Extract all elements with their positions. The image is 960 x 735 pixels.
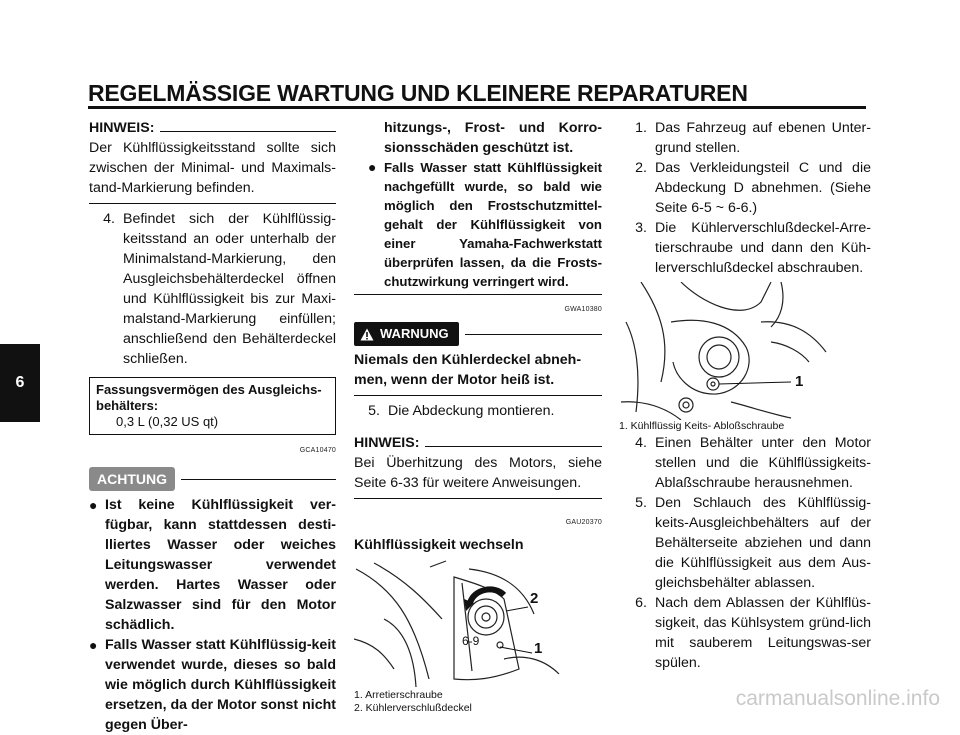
- warning-label: WARNUNG: [380, 326, 449, 341]
- hinweis-rule: [425, 446, 602, 447]
- hinweis-rule: [160, 131, 336, 132]
- hinweis-end-rule: [354, 498, 602, 499]
- achtung-code: GCA10470: [299, 447, 336, 454]
- step-4: [89, 209, 336, 369]
- achtung-bullet-3: [354, 158, 602, 291]
- step-number: 4.: [635, 435, 647, 451]
- warning-rule: [465, 334, 602, 335]
- step-number: 6.: [635, 595, 647, 611]
- figure-caption-1: 1. Kühlflüssig Keits- Abloßschraube: [619, 420, 785, 432]
- radiator-cap-illustration: [354, 559, 564, 689]
- section-title: Kühlflüssigkeit wechseln: [354, 537, 524, 553]
- figure-caption-2: 2. Kühlerverschlußdeckel: [354, 702, 472, 714]
- warning-code: GWA10380: [564, 306, 602, 313]
- step-text: Die Kühlerverschlußdeckel-Arre-tierschraube und dann den Küh-lerverschlußdeckel abschrauben.: [655, 220, 871, 276]
- header-rule: [88, 106, 866, 109]
- achtung-heading: [89, 467, 336, 491]
- hinweis-heading: [89, 118, 336, 138]
- hinweis-label: HINWEIS:: [354, 435, 420, 451]
- hinweis-label: HINWEIS:: [89, 120, 155, 136]
- capacity-value: 0,3 L (0,32 US qt): [116, 414, 219, 429]
- chapter-tab-label: 6: [15, 374, 25, 391]
- warning-heading: [354, 322, 602, 346]
- bullet-continuation: hitzungs-, Frost- und Korro-sionsschäden geschützt ist.: [384, 120, 602, 156]
- achtung-end-rule: [354, 294, 602, 295]
- figure-label-1: 1: [534, 640, 543, 657]
- step-3: [621, 218, 871, 278]
- bullet-icon: ●: [89, 637, 98, 653]
- section-code: GAU20370: [565, 519, 602, 526]
- column-1: [89, 118, 336, 735]
- achtung-bullet-1: [89, 495, 336, 635]
- bullet-icon: ●: [89, 497, 98, 513]
- step-text: Den Schlauch des Kühlflüssig-keits-Ausgleichbehälters auf der Behälterseite abziehen und dann die Kühlflüssigkeit aus dem Aus-gleichsbehälter ablassen.: [655, 495, 871, 591]
- step-1: [621, 118, 871, 158]
- achtung-badge: ACHTUNG: [89, 467, 175, 491]
- hinweis-heading: [354, 433, 602, 453]
- hinweis-end-rule: [89, 203, 336, 204]
- bullet-text: Ist keine Kühlflüssigkeit ver-fügbar, kann stattdessen desti-lliertes Wasser oder weiches Leitungswasser verwendet werden. Hartes Wasser oder Salzwasser sind für den Motor schädlich.: [105, 497, 336, 633]
- capacity-label: Fassungsvermögen des Ausgleichs-behälters:: [96, 382, 322, 413]
- figure-radiator-cap: [354, 559, 564, 689]
- step-number: 5.: [635, 495, 647, 511]
- step-number: 3.: [635, 220, 647, 236]
- step-text: Einen Behälter unter den Motor stellen und die Kühlflüssigkeits-Ablaßschraube herausnehmen.: [655, 435, 871, 491]
- step-text: Das Verkleidungsteil C und die Abdeckung D abnehmen. (Siehe Seite 6-5 ~ 6-6.): [655, 160, 871, 216]
- figure-drain-screw: [621, 282, 831, 420]
- step-6: [621, 593, 871, 673]
- step-text: Die Abdeckung montieren.: [388, 403, 555, 419]
- step-5: [354, 401, 602, 421]
- hinweis-text: Bei Überhitzung des Motors, siehe Seite 6-33 für weitere Anweisungen.: [354, 455, 602, 491]
- figure-caption-1: 1. Arretierschraube: [354, 689, 443, 701]
- step-number: 4.: [103, 211, 115, 227]
- achtung-bullet-2: [89, 635, 336, 735]
- warning-text: Niemals den Kühlerdeckel abneh-men, wenn der Motor heiß ist.: [354, 352, 582, 388]
- step-4: [621, 433, 871, 493]
- page-title: REGELMÄSSIGE WARTUNG UND KLEINERE REPARATUREN: [88, 80, 748, 106]
- footer-watermark[interactable]: carmanualsonline.info: [735, 687, 940, 710]
- column-3: [621, 118, 871, 673]
- step-text: Das Fahrzeug auf ebenen Unter-grund stellen.: [655, 120, 871, 156]
- column-2: [354, 118, 602, 715]
- warning-triangle-icon: [360, 328, 374, 341]
- page-number: 6-9: [462, 634, 480, 648]
- step-5: [621, 493, 871, 593]
- warning-badge: [354, 322, 459, 346]
- step-text: Befindet sich der Kühlflüssig-keitsstand an oder unterhalb der Minimalstand-Markierung, den Ausgleichsbehälterdeckel öffnen und Kühlflüssigkeit bis zur Maxi-malstand-Markierung einfüllen; anschließend den Behälterdeckel schließen.: [123, 211, 336, 367]
- step-2: [621, 158, 871, 218]
- hinweis-text: Der Kühlflüssigkeitsstand sollte sich zwischen der Minimal- und Maximals-tand-Markierung befinden.: [89, 140, 336, 196]
- step-text: Nach dem Ablassen der Kühlflüs-sigkeit, das Kühlsystem gründ-lich mit sauberem Leitungswas-ser spülen.: [655, 595, 871, 671]
- bullet-text: Falls Wasser statt Kühlflüssig-keit verwendet wurde, dieses so bald wie möglich durch Kühlflüssigkeit ersetzen, da der Motor sonst nicht gegen Über-: [105, 637, 336, 733]
- bullet-text: Falls Wasser statt Kühlflüssigkeit nachgefüllt wurde, so bald wie möglich den Frostschutzmittel-gehalt der Kühlflüssigkeit von einer Yamaha-Fachwerkstatt überprüfen lassen, da die Frosts-chutzwirkung verringert wird.: [384, 160, 602, 289]
- capacity-box: [89, 377, 336, 435]
- step-number: 1.: [635, 120, 647, 136]
- warning-end-rule: [354, 395, 602, 396]
- figure-label-1: 1: [795, 373, 804, 390]
- step-number: 5.: [368, 403, 380, 419]
- step-number: 2.: [635, 160, 647, 176]
- bullet-icon: ●: [368, 159, 377, 175]
- chapter-tab: [0, 344, 40, 422]
- achtung-rule: [181, 479, 336, 480]
- figure-label-2: 2: [530, 590, 539, 607]
- drain-screw-illustration: [621, 282, 831, 420]
